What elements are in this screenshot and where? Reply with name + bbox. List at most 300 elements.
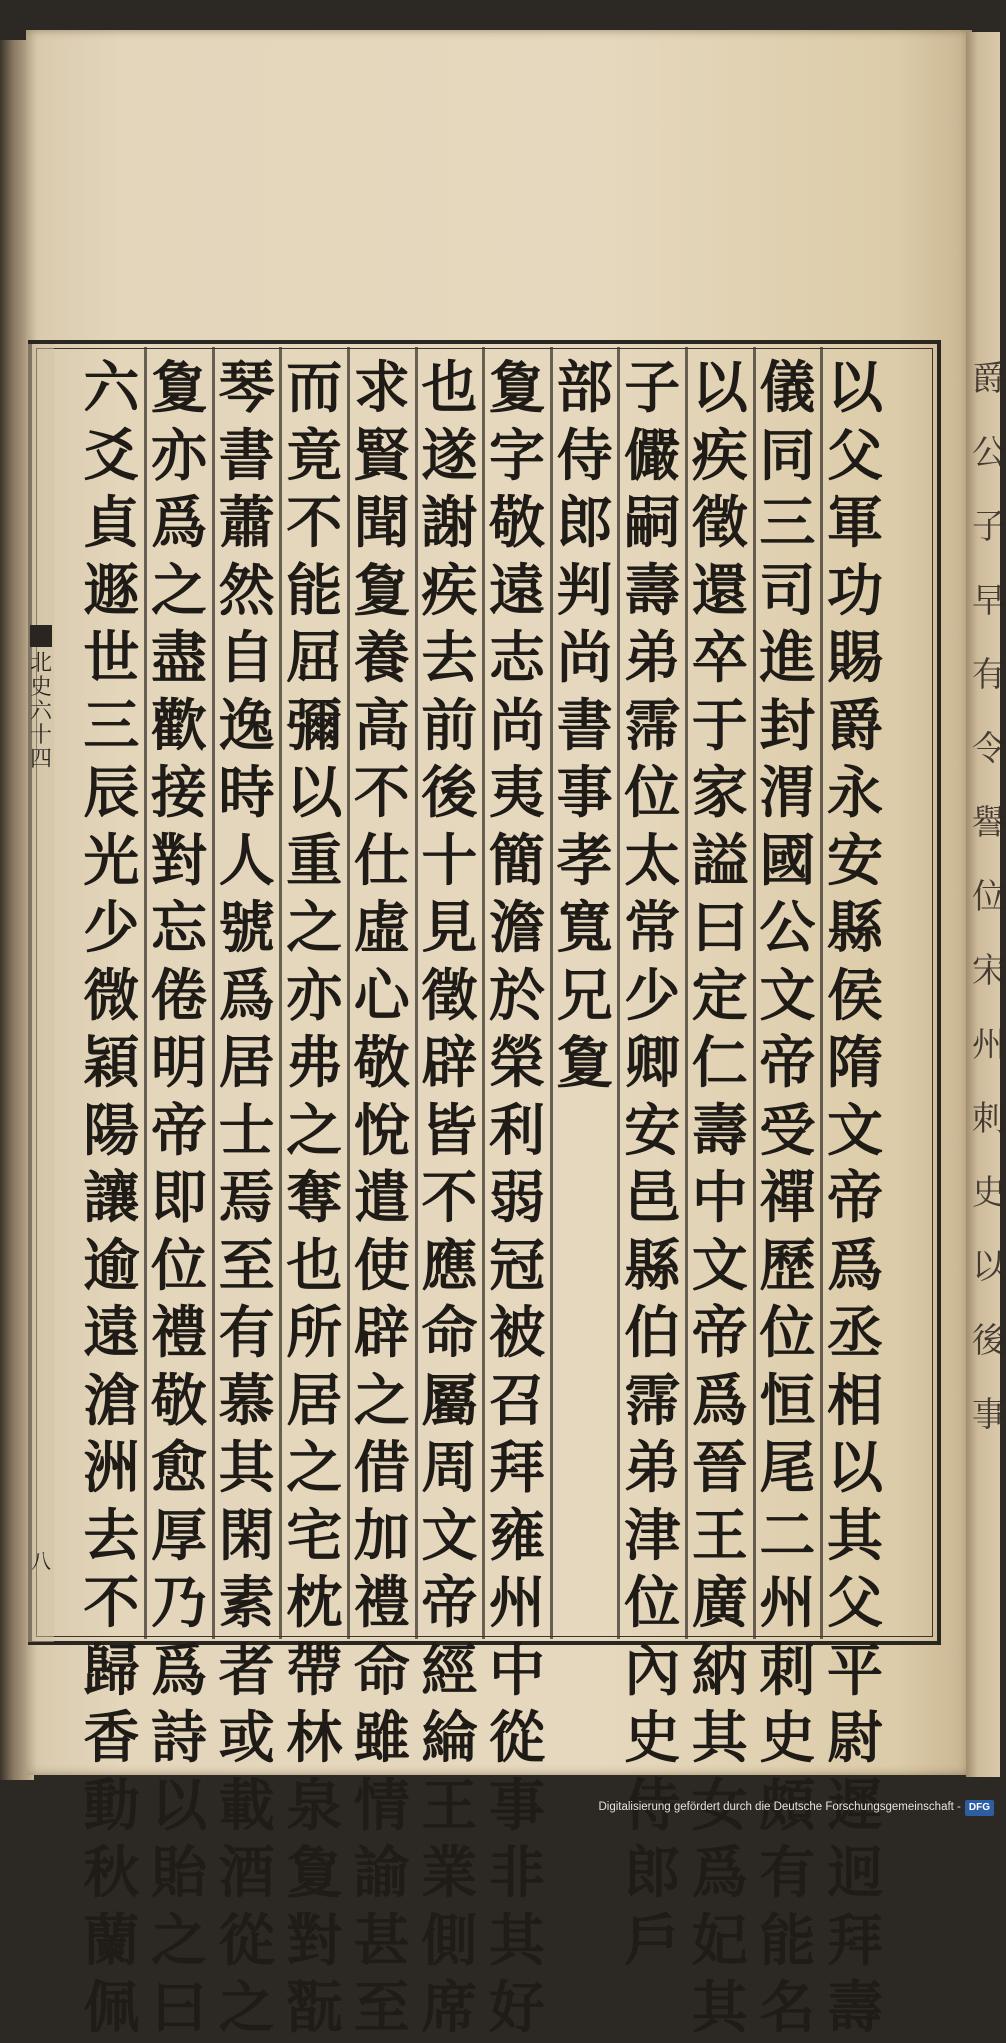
character: 也 (286, 1232, 343, 1299)
character: 封 (759, 692, 816, 759)
character: 對 (151, 827, 207, 894)
facing-page-char: 宋 (972, 951, 1006, 991)
character: 乃 (151, 1570, 207, 1636)
character: 內 (624, 1637, 681, 1704)
character: 逾 (83, 1232, 140, 1299)
text-column (214, 355, 280, 2043)
character: 位 (624, 1570, 681, 1636)
text-column (484, 355, 550, 2043)
character: 家 (691, 760, 748, 826)
character: 命 (421, 1300, 478, 1366)
character: 于 (691, 692, 748, 759)
character: 疾 (421, 557, 478, 624)
character: 高 (353, 692, 410, 759)
character: 歸 (83, 1637, 140, 1704)
character: 讓 (83, 1165, 140, 1231)
character: 皆 (421, 1097, 478, 1164)
character: 至 (353, 1975, 410, 2041)
character: 父 (827, 1570, 883, 1636)
character: 父 (827, 422, 883, 489)
column-rule (144, 347, 147, 1639)
character: 歷 (759, 1232, 816, 1299)
character: 卿 (624, 1030, 681, 1096)
character: 帝 (151, 1097, 207, 1164)
character: 即 (151, 1165, 207, 1231)
character: 賢 (353, 422, 410, 489)
character: 夐 (151, 355, 207, 421)
character: 少 (83, 895, 140, 961)
character: 戶 (624, 1907, 681, 1974)
character: 宅 (286, 1502, 343, 1569)
character: 澹 (489, 895, 545, 961)
character: 蕭 (218, 490, 275, 556)
character: 光 (83, 827, 140, 894)
character: 自 (218, 625, 275, 691)
column-rule (482, 347, 485, 1639)
character: 貽 (151, 1840, 207, 1906)
character: 召 (489, 1367, 545, 1434)
character: 洲 (83, 1435, 140, 1501)
fishtail-mark (30, 625, 52, 647)
text-column (78, 355, 144, 2043)
character: 忘 (151, 895, 207, 961)
text-column (146, 355, 212, 2043)
character: 三 (759, 490, 816, 556)
character: 定 (691, 962, 748, 1029)
character: 徵 (421, 962, 478, 1029)
character: 世 (83, 625, 140, 691)
character: 陽 (83, 1097, 140, 1164)
column-rule (279, 347, 282, 1639)
character: 遣 (353, 1165, 410, 1231)
character: 判 (556, 557, 613, 624)
character: 借 (353, 1435, 410, 1501)
character: 壽 (827, 1975, 883, 2041)
character: 王 (421, 1772, 478, 1839)
character: 不 (286, 490, 343, 556)
character: 雖 (353, 1705, 410, 1771)
character: 謚 (691, 827, 748, 894)
character: 事 (556, 760, 613, 826)
column-rule (753, 347, 756, 1639)
text-column (619, 355, 685, 1975)
character: 仁 (691, 1030, 748, 1096)
column-rule (347, 347, 350, 1639)
character: 受 (759, 1097, 816, 1164)
character: 安 (624, 1097, 681, 1164)
character: 名 (759, 1975, 816, 2041)
character: 壽 (624, 557, 681, 624)
character: 爻 (83, 422, 140, 489)
character: 彌 (286, 692, 343, 759)
character: 常 (624, 895, 681, 961)
character: 中 (489, 1637, 545, 1704)
character: 厚 (151, 1502, 207, 1569)
character: 屈 (286, 625, 343, 691)
character: 有 (759, 1840, 816, 1906)
character: 隋 (827, 1030, 883, 1096)
character: 儀 (759, 355, 816, 421)
character: 之 (286, 1435, 343, 1501)
character: 卒 (691, 625, 748, 691)
facing-page-char: 位 (972, 877, 1006, 917)
character: 霈 (624, 692, 681, 759)
character: 也 (421, 355, 478, 421)
character: 王 (691, 1502, 748, 1569)
character: 側 (421, 1907, 478, 1974)
character: 對 (286, 1907, 343, 1974)
character: 逸 (218, 692, 275, 759)
character: 州 (489, 1570, 545, 1636)
character: 迥 (827, 1840, 883, 1906)
character: 亦 (286, 962, 343, 1029)
character: 文 (827, 1097, 883, 1164)
character: 香 (83, 1705, 140, 1771)
character: 不 (83, 1570, 140, 1636)
character: 帝 (827, 1165, 883, 1231)
character: 穎 (83, 1030, 140, 1096)
character: 謝 (421, 490, 478, 556)
character: 以 (286, 760, 343, 826)
character: 之 (353, 1367, 410, 1434)
character: 以 (151, 1772, 207, 1839)
character: 枕 (286, 1570, 343, 1636)
character: 納 (691, 1637, 748, 1704)
character: 夷 (489, 760, 545, 826)
character: 士 (218, 1097, 275, 1164)
character: 時 (218, 760, 275, 826)
character: 動 (83, 1772, 140, 1839)
character: 業 (421, 1840, 478, 1906)
character: 後 (421, 760, 478, 826)
character: 徵 (691, 490, 748, 556)
character: 賜 (827, 625, 883, 691)
facing-page-char: 州 (972, 1025, 1006, 1065)
character: 同 (759, 422, 816, 489)
text-column (822, 355, 888, 2043)
character: 奪 (286, 1165, 343, 1231)
character: 丞 (827, 1300, 883, 1366)
column-rule (212, 347, 215, 1639)
character: 見 (421, 895, 478, 961)
character: 郎 (624, 1840, 681, 1906)
character: 席 (421, 1975, 478, 2041)
character: 應 (421, 1232, 478, 1299)
character: 女 (691, 1772, 748, 1839)
facing-page-edge (966, 32, 1006, 1777)
character: 焉 (218, 1165, 275, 1231)
banxin-title (30, 652, 52, 772)
character: 以 (827, 1435, 883, 1501)
character: 帶 (286, 1637, 343, 1704)
character: 泉 (286, 1772, 343, 1839)
facing-page-char: 譽 (972, 803, 1006, 843)
character: 書 (556, 692, 613, 759)
character: 爲 (151, 1637, 207, 1704)
character: 頗 (759, 1772, 816, 1839)
character: 蘭 (83, 1907, 140, 1974)
character: 曰 (151, 1975, 207, 2041)
character: 縣 (624, 1232, 681, 1299)
character: 利 (489, 1097, 545, 1164)
character: 辟 (421, 1030, 478, 1096)
character: 貞 (83, 490, 140, 556)
character: 倦 (151, 962, 207, 1029)
character: 閑 (218, 1502, 275, 1569)
character: 史 (624, 1705, 681, 1771)
character: 之 (286, 1097, 343, 1164)
character: 敬 (353, 1030, 410, 1096)
character: 進 (759, 625, 816, 691)
character: 邑 (624, 1165, 681, 1231)
character: 位 (759, 1300, 816, 1366)
character: 安 (827, 827, 883, 894)
character: 被 (489, 1300, 545, 1366)
character: 不 (353, 760, 410, 826)
character: 慕 (218, 1367, 275, 1434)
character: 諭 (353, 1840, 410, 1906)
character: 儼 (624, 422, 681, 489)
character: 竟 (286, 422, 343, 489)
character: 刺 (759, 1637, 816, 1704)
character: 爲 (218, 962, 275, 1029)
character: 遠 (489, 557, 545, 624)
character: 尾 (759, 1435, 816, 1501)
character: 文 (759, 962, 816, 1029)
character: 從 (489, 1705, 545, 1771)
character: 愈 (151, 1435, 207, 1501)
character: 之 (286, 895, 343, 961)
facing-page-char: 刺 (972, 1099, 1006, 1139)
character: 妃 (691, 1907, 748, 1974)
character: 書 (218, 422, 275, 489)
character: 所 (286, 1300, 343, 1366)
character: 林 (286, 1705, 343, 1771)
facing-page-char: 以 (972, 1247, 1006, 1287)
character: 郎 (556, 490, 613, 556)
facing-page-char: 爵 (972, 359, 1006, 399)
character: 功 (827, 557, 883, 624)
character: 帝 (759, 1030, 816, 1096)
character: 辟 (353, 1300, 410, 1366)
character: 辰 (83, 760, 140, 826)
character: 居 (218, 1030, 275, 1096)
facing-page-char: 公 (972, 433, 1006, 473)
character: 使 (353, 1232, 410, 1299)
character: 爵 (827, 692, 883, 759)
character: 遯 (83, 557, 140, 624)
character: 有 (218, 1300, 275, 1366)
column-rule (550, 347, 553, 1639)
digitization-credit (598, 1797, 994, 1817)
character: 禮 (151, 1300, 207, 1366)
character: 悅 (353, 1097, 410, 1164)
character: 夐 (489, 355, 545, 421)
character: 榮 (489, 1030, 545, 1096)
character: 之 (151, 1907, 207, 1974)
character: 詩 (151, 1705, 207, 1771)
character: 亦 (151, 422, 207, 489)
character: 敬 (489, 490, 545, 556)
character: 尉 (827, 1705, 883, 1771)
character: 恒 (759, 1367, 816, 1434)
character: 夐 (353, 557, 410, 624)
character: 軍 (827, 490, 883, 556)
facing-page-char: 令 (972, 729, 1006, 769)
character: 以 (691, 355, 748, 421)
column-rule (415, 347, 418, 1639)
character: 志 (489, 625, 545, 691)
character: 公 (759, 895, 816, 961)
character: 帝 (691, 1300, 748, 1366)
character: 其 (489, 1907, 545, 1974)
character: 侯 (827, 962, 883, 1029)
character: 或 (218, 1705, 275, 1771)
facing-page-char: 事 (972, 1395, 1006, 1435)
character: 津 (624, 1502, 681, 1569)
character: 其 (691, 1705, 748, 1771)
character: 史 (759, 1705, 816, 1771)
character: 夐 (286, 1840, 343, 1906)
character: 然 (218, 557, 275, 624)
column-rule (820, 347, 823, 1639)
character: 伯 (624, 1300, 681, 1366)
character: 遠 (83, 1300, 140, 1366)
character: 命 (353, 1637, 410, 1704)
character: 帝 (421, 1570, 478, 1636)
character: 秋 (83, 1840, 140, 1906)
character: 遂 (421, 422, 478, 489)
character: 廣 (691, 1570, 748, 1636)
character: 位 (624, 760, 681, 826)
character: 素 (218, 1570, 275, 1636)
character: 不 (421, 1165, 478, 1231)
character: 嗣 (624, 490, 681, 556)
character: 佩 (83, 1975, 140, 2041)
character: 尚 (489, 692, 545, 759)
character: 簡 (489, 827, 545, 894)
banxin-char: 史 (30, 675, 53, 700)
facing-page-char: 後 (972, 1321, 1006, 1361)
character: 禮 (353, 1570, 410, 1636)
character: 好 (489, 1975, 545, 2041)
banxin-char: 四 (30, 747, 53, 772)
character: 子 (624, 355, 681, 421)
character: 兄 (556, 962, 613, 1029)
character: 遲 (827, 1772, 883, 1839)
character: 爲 (151, 490, 207, 556)
character: 而 (286, 355, 343, 421)
character: 二 (759, 1502, 816, 1569)
character: 其 (691, 1975, 748, 2041)
character: 居 (286, 1367, 343, 1434)
character: 弟 (624, 625, 681, 691)
character: 能 (286, 557, 343, 624)
text-column (416, 355, 482, 2043)
character: 敬 (151, 1367, 207, 1434)
character: 永 (827, 760, 883, 826)
character: 加 (353, 1502, 410, 1569)
character: 文 (691, 1232, 748, 1299)
character: 寬 (556, 895, 613, 961)
character: 非 (489, 1840, 545, 1906)
character: 之 (218, 1975, 275, 2041)
character: 文 (421, 1502, 478, 1569)
character: 養 (353, 625, 410, 691)
character: 人 (218, 827, 275, 894)
character: 爲 (691, 1367, 748, 1434)
character: 於 (489, 962, 545, 1029)
facing-page-char: 子 (972, 507, 1006, 547)
character: 載 (218, 1772, 275, 1839)
character: 霈 (624, 1367, 681, 1434)
character: 疾 (691, 422, 748, 489)
character: 綸 (421, 1705, 478, 1771)
facing-page-char: 有 (972, 655, 1006, 695)
character: 去 (421, 625, 478, 691)
character: 禪 (759, 1165, 816, 1231)
character: 事 (489, 1772, 545, 1839)
character: 弟 (624, 1435, 681, 1501)
character: 能 (759, 1907, 816, 1974)
text-column (552, 355, 618, 1098)
character: 相 (827, 1367, 883, 1434)
character: 以 (827, 355, 883, 421)
character: 部 (556, 355, 613, 421)
character: 前 (421, 692, 478, 759)
banxin-char: 六 (30, 699, 53, 724)
character: 去 (83, 1502, 140, 1569)
text-column (687, 355, 753, 2043)
character: 司 (759, 557, 816, 624)
character: 晉 (691, 1435, 748, 1501)
character: 字 (489, 422, 545, 489)
character: 周 (421, 1435, 478, 1501)
character: 夐 (556, 1030, 613, 1096)
facing-page-char: 史 (972, 1173, 1006, 1213)
page-center-margin (28, 344, 54, 1642)
character: 冠 (489, 1232, 545, 1299)
character: 聞 (353, 490, 410, 556)
column-rule (685, 347, 688, 1639)
character: 微 (83, 962, 140, 1029)
character: 經 (421, 1637, 478, 1704)
character: 平 (827, 1637, 883, 1704)
character: 重 (286, 827, 343, 894)
text-column (754, 355, 820, 2043)
column-rule (617, 347, 620, 1639)
character: 滄 (83, 1367, 140, 1434)
character: 爲 (691, 1840, 748, 1906)
character: 拜 (827, 1907, 883, 1974)
character: 三 (83, 692, 140, 759)
character: 盡 (151, 625, 207, 691)
character: 弱 (489, 1165, 545, 1231)
character: 拜 (489, 1435, 545, 1501)
character: 號 (218, 895, 275, 961)
character: 情 (353, 1772, 410, 1839)
character: 翫 (286, 1975, 343, 2041)
folio-number: 八 (31, 1549, 51, 1573)
character: 渭 (759, 760, 816, 826)
character: 求 (353, 355, 410, 421)
character: 心 (353, 962, 410, 1029)
character: 屬 (421, 1367, 478, 1434)
character: 歡 (151, 692, 207, 759)
banxin-char: 十 (30, 723, 53, 748)
character: 甚 (353, 1907, 410, 1974)
character: 州 (759, 1570, 816, 1636)
